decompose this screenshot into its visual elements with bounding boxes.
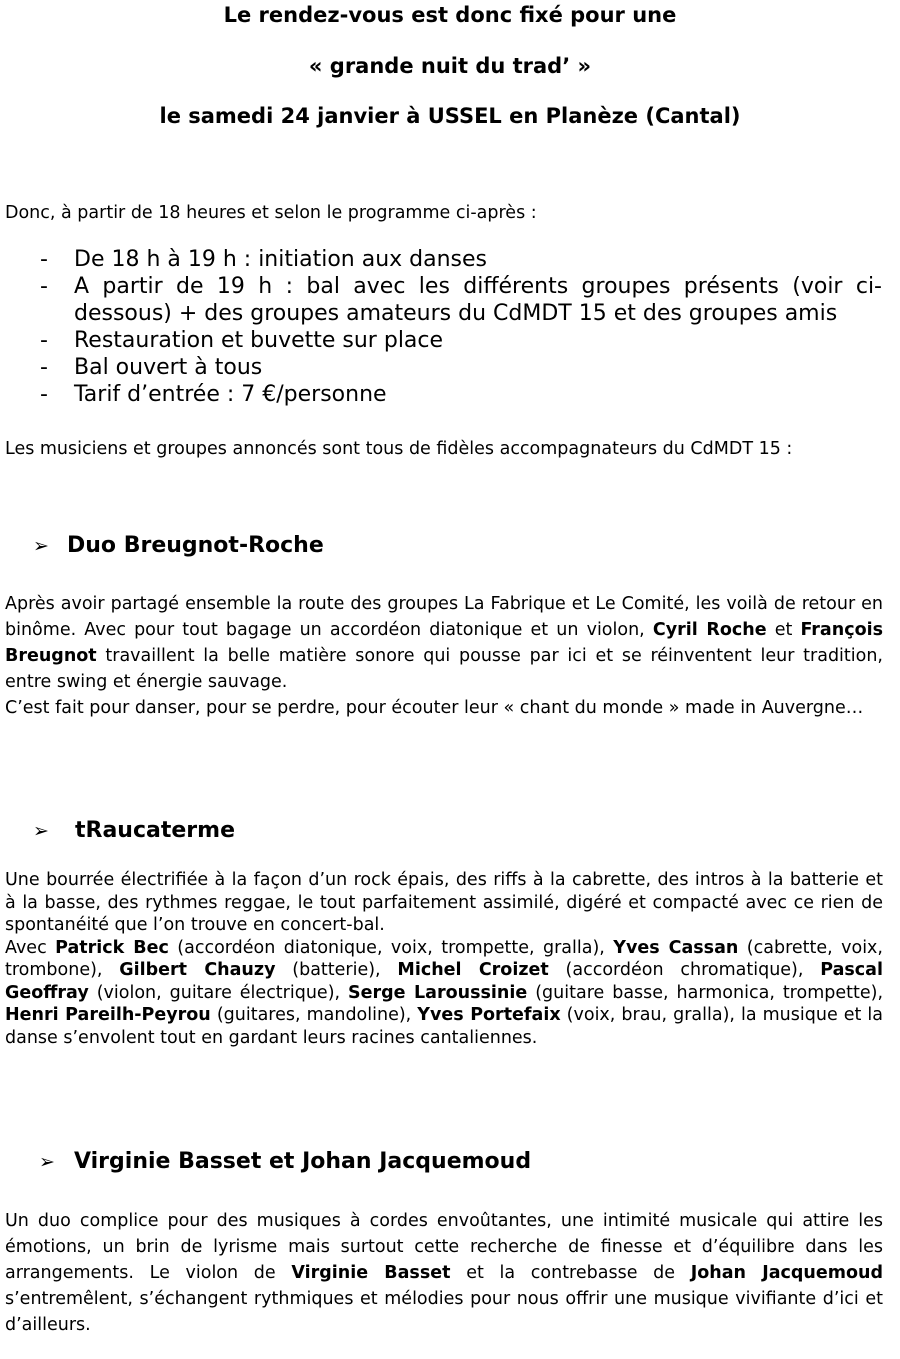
list-item: - De 18 h à 19 h : initiation aux danses: [40, 247, 488, 272]
list-dash: -: [40, 247, 48, 272]
musician-name: Serge Laroussinie: [348, 982, 528, 1003]
musician-name: François Breugnot: [5, 620, 884, 666]
musician-name: Henri Pareilh-Peyrou: [5, 1005, 211, 1025]
musician-name: Cyril Roche: [652, 620, 767, 640]
list-item: - Bal ouvert à tous: [40, 355, 263, 380]
list-item: - A partir de 19 h : bal avec les différents groupes présents (voir ci-dessous) + des groupes amateurs du CdMDT 15 et des groupes amis: [40, 274, 882, 326]
musician-name: Johan Jacquemoud: [690, 1263, 883, 1283]
list-dash: -: [40, 382, 48, 407]
arrow-bullet-icon: ➢: [33, 820, 49, 842]
list-dash: -: [40, 274, 48, 299]
musician-name: Patrick Bec: [55, 937, 169, 958]
program-list: [0, 246, 882, 408]
musician-name: Michel Croizet: [397, 960, 549, 980]
group-heading-duo-breugnot-roche: ➢ Duo Breugnot-Roche: [33, 533, 324, 558]
arrow-bullet-icon: ➢: [39, 1151, 55, 1173]
list-dash: -: [40, 328, 48, 353]
musician-name: Yves Cassan: [613, 937, 739, 958]
description-paragraph: C’est fait pour danser, pour se perdre, pour écouter leur « chant du monde » made in Auvergne…: [5, 698, 864, 718]
list-item: - Restauration et buvette sur place: [40, 328, 444, 353]
title-line-2: « grande nuit du trad’ »: [308, 54, 592, 78]
group-description-basset-jacquemoud: [5, 1208, 883, 1338]
musician-name: Yves Portefaix: [417, 1005, 561, 1025]
arrow-bullet-icon: ➢: [33, 535, 49, 557]
description-paragraph: Avec Patrick Bec (accordéon diatonique, voix, trompette, gralla), Yves Cassan (cabrette, voix, trombone), Gilbert Chauzy (batterie), Michel Croizet (accordéon chromatique), Pascal Geoffray (violon, guitare électrique), Serge Laroussinie (guitare basse, harmonica, trompette), Henri Pareilh-Peyrou (guitares, mandoline), Yves Portefaix (voix, brau, gralla), la musique et la danse s’envolent tout en gardant leurs racines cantaliennes.: [5, 937, 884, 1048]
description-paragraph: Une bourrée électrifiée à la façon d’un rock épais, des riffs à la cabrette, des intros à la batterie et à la basse, des rythmes reggae, le tout parfaitement assimilé, digéré et compacté avec ce rien de spontanéité que l’on trouve en concert-bal.: [5, 870, 883, 935]
group-heading-traucaterme: ➢ tRaucaterme: [33, 818, 235, 843]
title-line-3: le samedi 24 janvier à USSEL en Planèze (Cantal): [159, 104, 741, 128]
list-dash: -: [40, 355, 48, 380]
musician-name: Virginie Basset: [291, 1263, 451, 1283]
musicians-intro: Les musiciens et groupes annoncés sont tous de fidèles accompagnateurs du CdMDT 15 :: [5, 439, 793, 459]
group-description-traucaterme: [5, 869, 883, 1049]
list-item: - Tarif d’entrée : 7 €/personne: [40, 382, 387, 407]
musician-name: Pascal Geoffray: [5, 960, 883, 1003]
description-paragraph: Après avoir partagé ensemble la route des groupes La Fabrique et Le Comité, les voilà de retour en binôme. Avec pour tout bagage un accordéon diatonique et un violon, Cyril Roche et François Breugnot travaillent la belle matière sonore qui pousse par ici et se réinventent leur tradition, entre swing et énergie sauvage.: [5, 594, 884, 692]
description-paragraph: Un duo complice pour des musiques à cordes envoûtantes, une intimité musicale qui attire les émotions, un brin de lyrisme mais surtout cette recherche de finesse et d’équilibre dans les arrangements. Le violon de Virginie Basset et la contrebasse de Johan Jacquemoud s’entremêlent, s’échangent rythmiques et mélodies pour nous offrir une musique vivifiante d’ici et d’ailleurs.: [5, 1211, 883, 1335]
group-heading-basset-jacquemoud: ➢ Virginie Basset et Johan Jacquemoud: [39, 1149, 532, 1174]
group-description-duo: [5, 591, 883, 721]
intro-text: Donc, à partir de 18 heures et selon le programme ci-après :: [5, 203, 537, 223]
title-line-1: Le rendez-vous est donc fixé pour une: [223, 3, 677, 27]
musician-name: Gilbert Chauzy: [119, 960, 276, 980]
